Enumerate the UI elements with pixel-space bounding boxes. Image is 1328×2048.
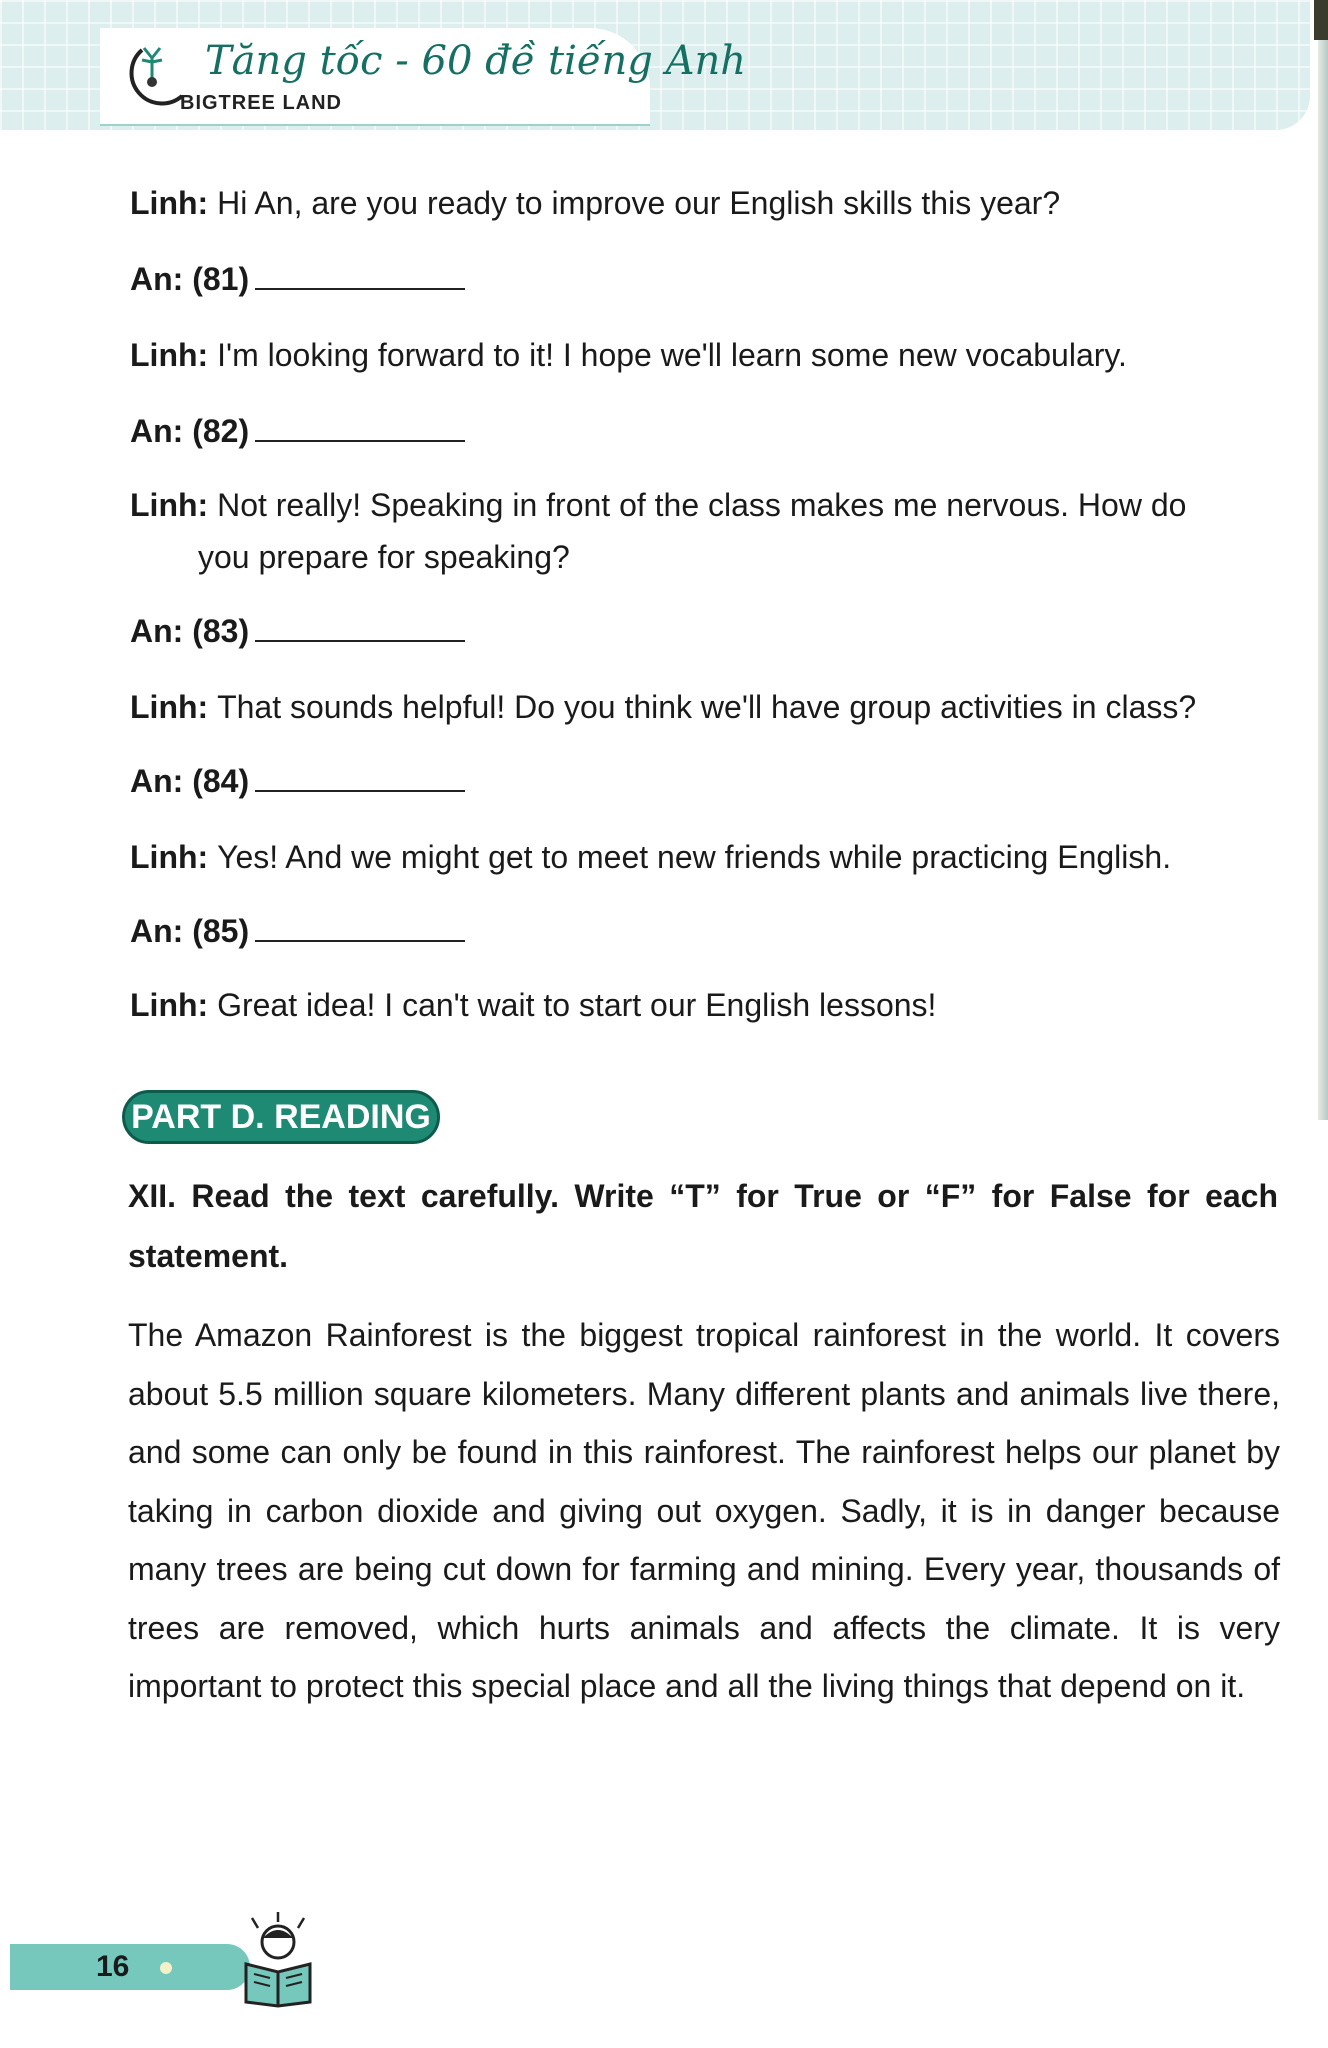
dialogue-line: Linh: I'm looking forward to it! I hope we'll learn some new vocabulary. xyxy=(130,337,1127,373)
speaker-name: An xyxy=(130,261,173,297)
speaker-name: An xyxy=(130,413,173,449)
answer-line: An: (84) xyxy=(130,754,1280,808)
reading-passage: The Amazon Rainforest is the biggest tropical rainforest in the world. It covers about 5.5 million square kilometers. Many different plants and animals live there, and some can only be found in this rainforest. The rainforest helps our planet by taking in carbon dioxide and giving out oxygen. Sadly, it is in danger because many trees are being cut down for farming and mining. Every year, thousands of trees are removed, which hurts animals and affects the climate. It is very important to protect this special place and all the living things that depend on it. xyxy=(128,1317,1280,1704)
dialogue-text: you prepare for speaking? xyxy=(198,539,570,575)
brand-name: BIGTREE LAND xyxy=(180,92,342,114)
dialogue-text: Hi An, are you ready to improve our English skills this year? xyxy=(217,185,1061,221)
section-banner: PART D. READING xyxy=(122,1090,440,1144)
dialogue-text: Great idea! I can't wait to start our English lessons! xyxy=(217,987,937,1023)
speaker-name: Linh xyxy=(130,987,198,1023)
dialogue-line: Linh: Great idea! I can't wait to start our English lessons! xyxy=(130,987,937,1023)
answer-blank[interactable] xyxy=(255,410,465,442)
page-number: 16 xyxy=(96,1950,130,1983)
answer-line: An: (83) xyxy=(130,604,1280,658)
answer-blank[interactable] xyxy=(255,258,465,290)
reading-child-icon xyxy=(238,1908,318,2008)
footer-band xyxy=(10,1944,250,1990)
speaker-name: Linh xyxy=(130,337,198,373)
speaker-name: An xyxy=(130,613,173,649)
speaker-name: An xyxy=(130,763,173,799)
answer-line: An: (85) xyxy=(130,904,1280,958)
dialogue-line: Linh: Not really! Speaking in front of the class makes me nervous. How do xyxy=(130,487,1187,523)
speaker-name: Linh xyxy=(130,185,198,221)
answer-blank[interactable] xyxy=(255,910,465,942)
answer-line: An: (81) xyxy=(130,252,1280,306)
dialogue-line: Linh: That sounds helpful! Do you think we'll have group activities in class? xyxy=(130,689,1197,725)
dialogue-line-continued xyxy=(130,530,1328,584)
exercise-instruction: XII. Read the text carefully. Write “T” for True or “F” for False for each statement. xyxy=(128,1178,1278,1274)
dialogue-text: That sounds helpful! Do you think we'll have group activities in class? xyxy=(217,689,1197,725)
answer-line: An: (82) xyxy=(130,404,1280,458)
dialogue-line: Linh: Yes! And we might get to meet new friends while practicing English. xyxy=(130,839,1172,875)
answer-blank[interactable] xyxy=(255,610,465,642)
question-number: (81) xyxy=(192,261,250,297)
dialogue-text: Not really! Speaking in front of the class makes me nervous. How do xyxy=(217,487,1187,523)
speaker-name: Linh xyxy=(130,487,198,523)
question-number: (83) xyxy=(192,613,250,649)
question-number: (84) xyxy=(192,763,250,799)
page-edge-corner xyxy=(1314,0,1328,40)
dialogue-line: Linh: Hi An, are you ready to improve our English skills this year? xyxy=(130,185,1061,221)
question-number: (85) xyxy=(192,913,250,949)
answer-blank[interactable] xyxy=(255,760,465,792)
speaker-name: Linh xyxy=(130,689,198,725)
dialogue-text: Yes! And we might get to meet new friends while practicing English. xyxy=(217,839,1172,875)
dialogue-text: I'm looking forward to it! I hope we'll learn some new vocabulary. xyxy=(217,337,1127,373)
speaker-name: An xyxy=(130,913,173,949)
footer-dot xyxy=(160,1962,172,1974)
question-number: (82) xyxy=(192,413,250,449)
book-title: Tăng tốc - 60 đề tiếng Anh xyxy=(205,38,747,84)
speaker-name: Linh xyxy=(130,839,198,875)
